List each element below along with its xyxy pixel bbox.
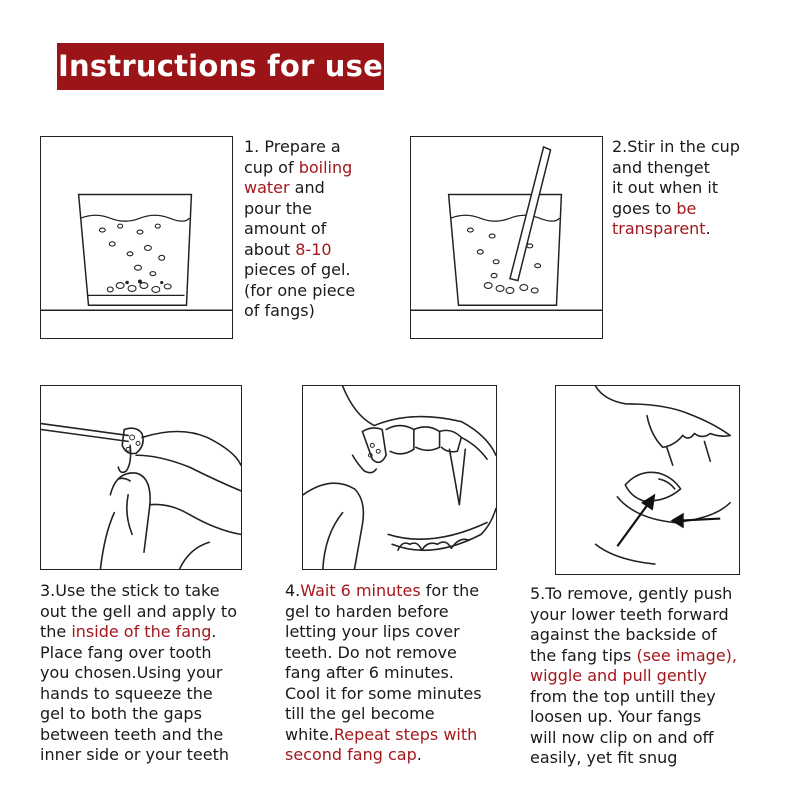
step-line	[530, 584, 737, 605]
step-text-segment: gel to harden before	[285, 601, 449, 621]
step-1-illustration	[40, 136, 233, 339]
step-line	[244, 281, 355, 302]
step-text-segment: between teeth and the	[40, 724, 224, 744]
step-line	[40, 704, 237, 725]
step-text-segment: from the top untill they	[530, 686, 716, 706]
step-text-segment: 4.	[285, 581, 301, 600]
step-text-segment: pieces of gel.	[244, 260, 351, 279]
step-line	[40, 622, 237, 643]
step-4-text	[285, 581, 482, 766]
step-line	[40, 663, 237, 684]
highlight-text: inside of the fang	[71, 622, 212, 641]
step-line	[244, 178, 355, 199]
step-line	[612, 219, 740, 240]
step-text-segment: your lower teeth forward	[530, 604, 729, 624]
step-line	[285, 663, 482, 684]
step-1-text	[244, 137, 355, 322]
step-text-segment: .	[705, 219, 711, 238]
step-text-segment: you chosen.Using your	[40, 663, 223, 682]
step-line	[612, 137, 740, 158]
step-text-segment: pour the	[244, 198, 313, 218]
step-2-illustration	[410, 136, 603, 339]
step-line	[244, 199, 355, 220]
step-line	[285, 643, 482, 664]
step-text-segment: .	[416, 745, 422, 764]
step-text-segment: hands to squeeze the	[40, 683, 213, 703]
step-text-segment: out the gell and apply to	[40, 601, 237, 621]
step-line	[530, 625, 737, 646]
step-text-segment: 3.Use the stick to take	[40, 581, 220, 600]
step-text-segment: Place fang over tooth	[40, 642, 212, 662]
highlight-text: Repeat steps with	[333, 724, 478, 744]
fang-teeth-icon	[303, 386, 496, 569]
step-line	[40, 643, 237, 664]
remove-fang-icon	[556, 386, 739, 574]
step-line	[244, 240, 355, 261]
step-4-illustration	[302, 385, 497, 570]
page-title: Instructions for use	[57, 43, 384, 90]
step-text-segment: the fang tips	[530, 645, 637, 665]
step-line	[40, 725, 237, 746]
step-line	[530, 666, 737, 687]
step-line	[530, 707, 737, 728]
step-text-segment: 2.Stir in the cup	[612, 137, 740, 156]
step-line	[612, 199, 740, 220]
step-line	[40, 745, 237, 766]
highlight-text: 8-10	[295, 239, 332, 259]
step-line	[40, 684, 237, 705]
step-line	[285, 581, 482, 602]
apply-gel-icon	[41, 386, 241, 569]
step-text-segment: white.	[285, 724, 334, 744]
highlight-text: boiling	[298, 157, 353, 177]
step-text-segment: goes to	[612, 198, 677, 218]
highlight-text: wiggle and pull gently	[530, 666, 708, 685]
highlight-text: water	[244, 178, 290, 197]
step-text-segment: 5.To remove, gently push	[530, 584, 733, 603]
step-3-illustration	[40, 385, 242, 570]
step-text-segment: and thenget	[612, 157, 710, 177]
step-line	[530, 748, 737, 769]
step-text-segment: gel to both the gaps	[40, 704, 202, 723]
step-5-illustration	[555, 385, 740, 575]
cup-of-water-icon	[41, 137, 232, 338]
step-text-segment: 1. Prepare a	[244, 137, 341, 156]
step-text-segment: (for one piece	[244, 280, 356, 300]
step-text-segment: Cool it for some minutes	[285, 683, 482, 703]
step-line	[612, 158, 740, 179]
step-line	[285, 704, 482, 725]
step-3-text	[40, 581, 237, 766]
step-text-segment: the	[40, 622, 72, 641]
step-text-segment: cup of	[244, 157, 299, 177]
step-line	[40, 602, 237, 623]
step-text-segment: till the gel become	[285, 704, 435, 723]
step-line	[40, 581, 237, 602]
step-line	[285, 622, 482, 643]
step-text-segment: it out when it	[612, 178, 719, 197]
step-text-segment: letting your lips cover	[285, 622, 460, 641]
step-text-segment: will now clip on and off	[530, 727, 714, 747]
step-line	[530, 728, 737, 749]
stir-stick-icon	[411, 137, 602, 338]
step-line	[285, 684, 482, 705]
highlight-text: Wait 6 minutes	[300, 581, 421, 600]
step-2-text	[612, 137, 740, 240]
step-text-segment: easily, yet fit snug	[530, 748, 678, 767]
step-line	[244, 219, 355, 240]
step-text-segment: and	[289, 178, 325, 197]
step-text-segment: amount of	[244, 219, 327, 238]
step-5-text	[530, 584, 737, 769]
step-line	[244, 260, 355, 281]
highlight-text: second fang cap	[285, 745, 417, 764]
highlight-text: transparent	[612, 219, 706, 238]
step-line	[530, 605, 737, 626]
highlight-text: (see image),	[636, 645, 737, 665]
step-text-segment: inner side or your teeth	[40, 745, 229, 764]
step-line	[530, 687, 737, 708]
step-text-segment: against the backside of	[530, 625, 717, 644]
step-line	[244, 137, 355, 158]
step-line	[285, 725, 482, 746]
step-line	[244, 158, 355, 179]
step-text-segment: about	[244, 239, 296, 259]
step-text-segment: fang after 6 minutes.	[285, 663, 454, 682]
step-line	[244, 301, 355, 322]
step-line	[285, 745, 482, 766]
step-line	[285, 602, 482, 623]
step-text-segment: for the	[420, 581, 480, 600]
step-text-segment: .	[211, 622, 217, 641]
highlight-text: be	[676, 198, 697, 218]
step-text-segment: of fangs)	[244, 301, 315, 320]
step-text-segment: loosen up. Your fangs	[530, 707, 702, 726]
step-line	[530, 646, 737, 667]
step-text-segment: teeth. Do not remove	[285, 642, 457, 662]
step-line	[612, 178, 740, 199]
